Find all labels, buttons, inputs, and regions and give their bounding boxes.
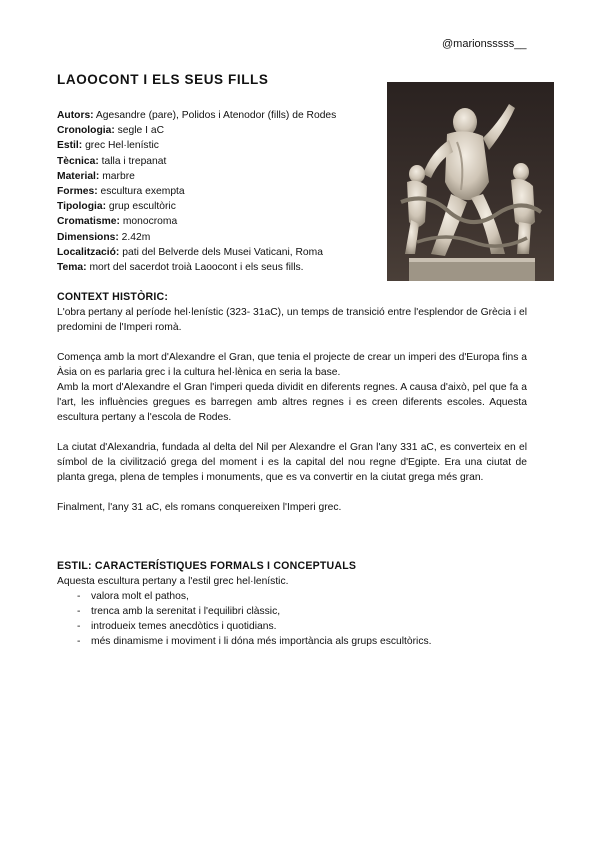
document-title: LAOOCONT I ELS SEUS FILLS bbox=[57, 72, 269, 87]
meta-value: mort del sacerdot troià Laoocont i els seus fills. bbox=[89, 262, 304, 274]
list-item: - més dinamisme i moviment i li dóna més importància als grups escultòrics. bbox=[77, 634, 527, 649]
meta-row-tecnica bbox=[57, 154, 387, 169]
meta-label: Material: bbox=[57, 170, 100, 182]
meta-value: Agesandre (pare), Polidos i Atenodor (fills) de Rodes bbox=[95, 110, 337, 121]
meta-row-dimensions bbox=[57, 230, 387, 245]
meta-value: escultura exempta bbox=[100, 186, 185, 198]
context-paragraph-2: Comença amb la mort d'Alexandre el Gran, que tenia el projecte de crear un imperi des d'Europa fins a Àsia on es parlaria grec i la cultura hel·lènica en seria la base. bbox=[57, 352, 527, 378]
meta-row-estil bbox=[57, 138, 387, 153]
style-list bbox=[57, 589, 527, 649]
meta-label: Estil: bbox=[57, 140, 83, 152]
meta-row-cronologia bbox=[57, 123, 387, 138]
meta-label: Cromatisme: bbox=[57, 216, 120, 228]
list-item: - valora molt el pathos, bbox=[77, 589, 527, 604]
context-paragraph-5: Finalment, l'any 31 aC, els romans conquereixen l'Imperi grec. bbox=[57, 502, 342, 513]
context-section bbox=[57, 290, 527, 530]
meta-row-tipologia bbox=[57, 199, 387, 214]
meta-row-localitzacio bbox=[57, 245, 387, 260]
list-item: - trenca amb la serenitat i l'equilibri clàssic, bbox=[77, 604, 527, 619]
meta-value: 2.42m bbox=[121, 231, 151, 243]
meta-row-autors bbox=[57, 108, 387, 123]
list-item: - introdueix temes anecdòtics i quotidians. bbox=[77, 619, 527, 634]
meta-label: Cronologia: bbox=[57, 125, 115, 137]
meta-label: Tema: bbox=[57, 262, 87, 274]
meta-value: monocroma bbox=[122, 216, 178, 228]
meta-label: Tècnica: bbox=[57, 155, 99, 167]
meta-value: grec Hel·lenístic bbox=[85, 140, 159, 152]
style-section bbox=[57, 559, 527, 649]
meta-value: marbre bbox=[102, 170, 135, 182]
sculpture-photo bbox=[387, 82, 554, 281]
meta-row-cromatisme bbox=[57, 214, 387, 229]
style-intro: Aquesta escultura pertany a l'estil grec hel·lenístic. bbox=[57, 576, 289, 587]
artwork-metadata bbox=[57, 108, 387, 275]
meta-label: Formes: bbox=[57, 186, 98, 198]
meta-label: Autors: bbox=[57, 110, 94, 121]
meta-label: Tipologia: bbox=[57, 201, 107, 213]
meta-row-tema bbox=[57, 260, 387, 275]
context-paragraph-1: L'obra pertany al període hel·lenístic (323- 31aC), un temps de transició entre l'esplendor de Grècia i el predomini de l'Imperi romà. bbox=[57, 307, 527, 333]
context-paragraph-3: Amb la mort d'Alexandre el Gran l'imperi queda dividit en diferents regnes. A causa d'això, pel que fa a l'art, les influències gregues es barregen amb altres regnes i es creen diferents escoles. Aquesta escultura pertany a l'escola de Rodes. bbox=[57, 382, 527, 423]
context-heading: CONTEXT HISTÒRIC: bbox=[57, 291, 169, 303]
meta-value: talla i trepanat bbox=[101, 155, 167, 167]
meta-value: pati del Belverde dels Musei Vaticani, Roma bbox=[122, 246, 323, 258]
meta-row-material bbox=[57, 169, 387, 184]
author-handle: @marionsssss__ bbox=[442, 38, 527, 50]
context-paragraph-4: La ciutat d'Alexandria, fundada al delta del Nil per Alexandre el Gran l'any 331 aC, es converteix en el símbol de la civilització grega del moment i es la capital del nou regne d'Egipte. Era una ciutat de planta grega, plena de temples i monuments, que es va convertir en la ciutat grega més gran. bbox=[57, 442, 527, 483]
meta-row-formes bbox=[57, 184, 387, 199]
meta-label: Localització: bbox=[57, 246, 120, 258]
meta-value: segle I aC bbox=[117, 125, 165, 137]
style-heading: ESTIL: CARACTERÍSTIQUES FORMALS I CONCEPTUALS bbox=[57, 560, 357, 572]
meta-label: Dimensions: bbox=[57, 231, 119, 243]
meta-value: grup escultòric bbox=[108, 201, 176, 213]
